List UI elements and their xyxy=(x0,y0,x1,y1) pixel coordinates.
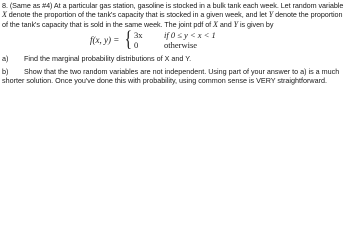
part-a xyxy=(2,54,348,63)
intro-line3-mid: and xyxy=(219,19,232,29)
formula-lhs: f(x, y) = xyxy=(90,35,120,46)
intro-line3: of the tank's capacity that is sold in the same week. The joint pdf of xyxy=(2,19,212,29)
var-y-2: Y xyxy=(233,19,239,29)
part-b-continuation: shorter solution. Once you've done this with probability, using common sense is VERY straightforward. xyxy=(2,76,327,86)
var-y: Y xyxy=(268,10,274,20)
var-x: X xyxy=(2,10,7,20)
intro-line2b: denote the proportion xyxy=(275,10,343,20)
part-b-label: b) xyxy=(2,66,9,76)
formula-case2-value: 0 xyxy=(134,40,139,51)
joint-pdf-formula xyxy=(2,26,348,52)
part-b xyxy=(2,67,348,86)
intro-line3-end: is given by xyxy=(240,19,274,29)
part-a-label: a) xyxy=(2,54,9,64)
intro-line2: denote the proportion of the tank's capacity that is stocked in a given week, and let xyxy=(8,10,267,20)
formula-case2-condition: otherwise xyxy=(164,40,198,51)
problem-document xyxy=(2,1,348,85)
formula-case1-value: 3x xyxy=(134,30,143,41)
formula-case1-condition: if 0 ≤ y < x < 1 xyxy=(164,30,216,41)
problem-intro xyxy=(2,1,348,29)
var-x-2: X xyxy=(213,19,218,29)
part-a-text: Find the marginal probability distributions of X and Y. xyxy=(24,54,192,64)
intro-line1: 8. (Same as #4) At a particular gas station, gasoline is stocked in a bulk tank each week. Let random variable xyxy=(2,1,344,10)
formula-brace: { xyxy=(124,26,132,52)
part-b-text: Show that the two random variables are not independent. Using part of your answer to a) is a much xyxy=(24,66,340,76)
